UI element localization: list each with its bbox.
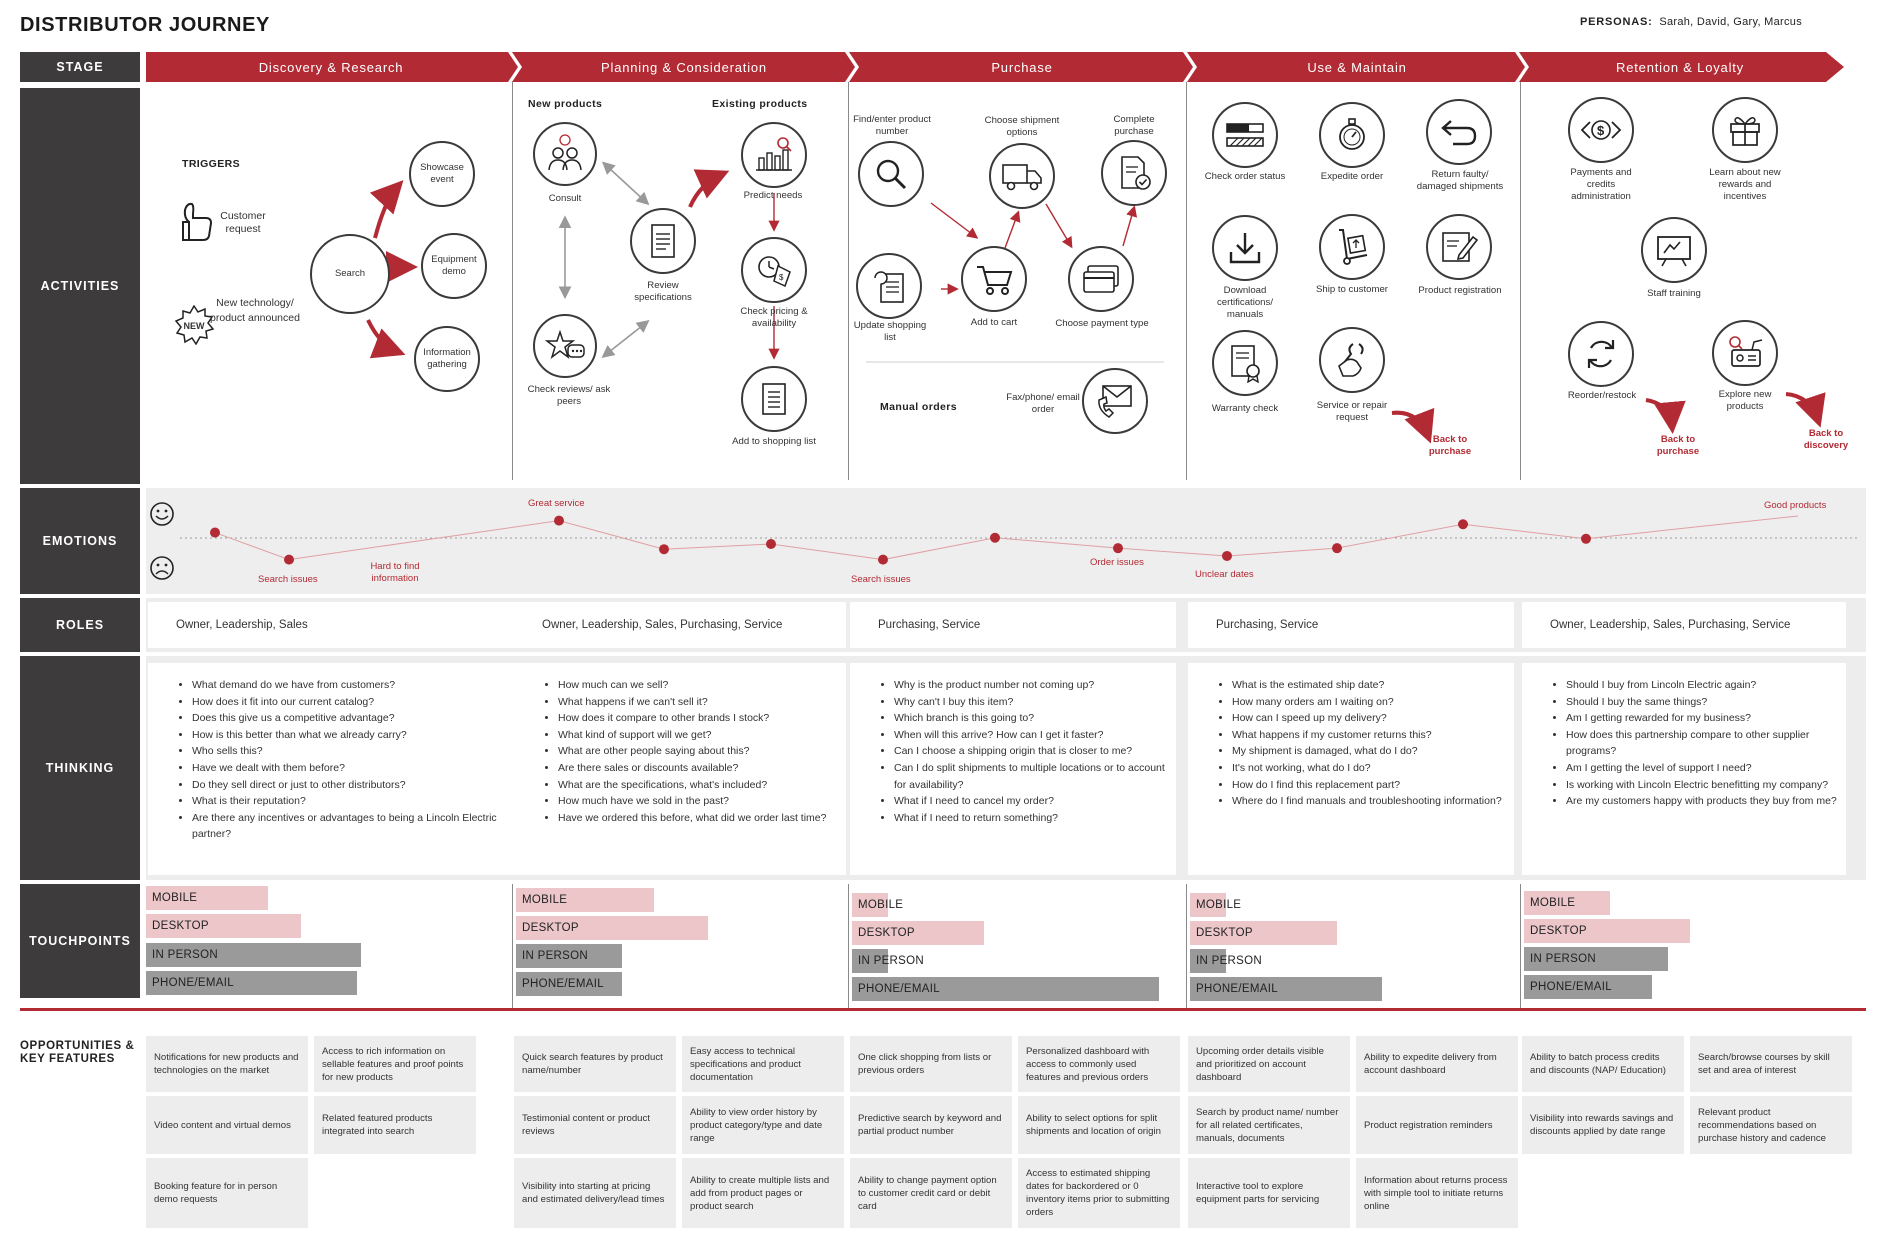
progress-bar-icon bbox=[1224, 120, 1266, 150]
opportunity-card: Testimonial content or product reviews bbox=[514, 1096, 676, 1154]
learn-rewards-activity bbox=[1712, 97, 1778, 163]
touchpoint-bar-in-person bbox=[1190, 949, 1262, 973]
credit-card-icon bbox=[1081, 263, 1121, 295]
thinking-question: • Why can't I buy this item? bbox=[894, 694, 1176, 711]
personas-names: Sarah, David, Gary, Marcus bbox=[1659, 16, 1803, 28]
touchpoint-label: DESKTOP bbox=[858, 927, 915, 939]
column-divider bbox=[1520, 884, 1521, 1008]
opportunity-card: Relevant product recommendations based on purchase history and cadence bbox=[1690, 1096, 1852, 1154]
opportunity-card: Information about returns process with simple tool to initiate returns online bbox=[1356, 1158, 1518, 1228]
emotion-point bbox=[1113, 543, 1123, 553]
thinking-question: • What if I need to cancel my order? bbox=[894, 793, 1176, 810]
touchpoint-label: PHONE/EMAIL bbox=[152, 977, 234, 989]
expedite-label: Expedite order bbox=[1320, 171, 1384, 182]
consult-activity bbox=[533, 122, 597, 186]
thinking-retention bbox=[1522, 663, 1846, 875]
opportunity-card: Visibility into rewards savings and discounts applied by date range bbox=[1522, 1096, 1684, 1154]
svg-text:$: $ bbox=[779, 273, 784, 282]
row-label-thinking: THINKING bbox=[20, 656, 140, 880]
opportunity-card: Upcoming order details visible and prioritized on account dashboard bbox=[1188, 1036, 1350, 1092]
staff-training-activity bbox=[1641, 217, 1707, 283]
machine-search-icon bbox=[1724, 334, 1766, 372]
thinking-question: • My shipment is damaged, what do I do? bbox=[1232, 743, 1514, 760]
stage-label-3: Purchase bbox=[991, 59, 1053, 75]
stage-label-4: Use & Maintain bbox=[1307, 59, 1407, 75]
check-pricing-label: Check pricing & availability bbox=[740, 306, 808, 329]
thinking-question: • Can I choose a shipping origin that is closer to me? bbox=[894, 743, 1176, 760]
touchpoint-bar-in-person bbox=[852, 949, 924, 973]
touchpoint-bar-desktop bbox=[852, 921, 984, 945]
thinking-question: • How does it fit into our current catalog? bbox=[192, 694, 538, 711]
touchpoint-label: IN PERSON bbox=[1196, 955, 1262, 967]
opportunity-card: Search by product name/ number for all related certificates, manuals, documents bbox=[1188, 1096, 1350, 1154]
opportunity-card: Easy access to technical specifications and product documentation bbox=[682, 1036, 844, 1092]
touchpoint-label: MOBILE bbox=[858, 899, 904, 911]
touchpoint-label: PHONE/EMAIL bbox=[1196, 983, 1278, 995]
equipment-demo-activity bbox=[421, 233, 487, 299]
add-to-cart-activity bbox=[961, 246, 1027, 312]
opportunities-heading: OPPORTUNITIES & KEY FEATURES bbox=[20, 1040, 135, 1065]
download-label: Download certifications/ manuals bbox=[1217, 285, 1273, 320]
learn-label: Learn about new rewards and incentives bbox=[1709, 167, 1781, 202]
row-label-emotions: EMOTIONS bbox=[20, 488, 140, 594]
check-order-label: Check order status bbox=[1204, 171, 1286, 182]
touchpoint-label: IN PERSON bbox=[522, 950, 588, 962]
hand-truck-icon bbox=[1333, 227, 1371, 267]
touchpoint-label: DESKTOP bbox=[1196, 927, 1253, 939]
column-divider bbox=[848, 884, 849, 1008]
emotion-point bbox=[554, 516, 564, 526]
thinking-question: • Which branch is this going to? bbox=[894, 710, 1176, 727]
thinking-question: • Why is the product number not coming up? bbox=[894, 677, 1176, 694]
thinking-question: • What kind of support will we get? bbox=[558, 727, 846, 744]
emotion-point bbox=[1332, 543, 1342, 553]
search-label: Search bbox=[334, 268, 366, 279]
emotion-label-good-products: Good products bbox=[1764, 500, 1827, 511]
thinking-question: • Is working with Lincoln Electric benefitting my company? bbox=[1566, 777, 1846, 794]
emotion-label-great-service: Great service bbox=[528, 498, 585, 509]
emotion-label-hard-to-find: Hard to find information bbox=[370, 561, 420, 584]
emotion-point bbox=[210, 528, 220, 538]
thinking-question: • How much have we sold in the past? bbox=[558, 793, 846, 810]
touchpoint-bar-mobile bbox=[1524, 891, 1610, 915]
fax-phone-label: Fax/phone/ email order bbox=[1006, 392, 1080, 415]
product-registration-activity bbox=[1426, 214, 1492, 280]
thinking-question: • Are my customers happy with products they buy from me? bbox=[1566, 793, 1846, 810]
touchpoint-label: IN PERSON bbox=[1530, 953, 1596, 965]
emotion-point bbox=[878, 555, 888, 565]
choose-payment-activity bbox=[1068, 246, 1134, 312]
find-product-activity bbox=[858, 141, 924, 207]
thinking-question: • What happens if my customer returns this? bbox=[1232, 727, 1514, 744]
touchpoint-label: DESKTOP bbox=[152, 920, 209, 932]
predict-needs-label: Predict needs bbox=[743, 190, 803, 201]
update-list-activity bbox=[856, 253, 922, 319]
thinking-question: • What if I need to return something? bbox=[894, 810, 1176, 827]
back-to-purchase-link-2[interactable]: Back to purchase bbox=[1656, 434, 1700, 457]
thinking-question: • When will this arrive? How can I get it faster? bbox=[894, 727, 1176, 744]
ship-to-customer-activity bbox=[1319, 214, 1385, 280]
check-order-status-activity bbox=[1212, 102, 1278, 168]
touchpoint-label: PHONE/EMAIL bbox=[522, 978, 604, 990]
gift-icon bbox=[1727, 112, 1763, 148]
touchpoint-label: MOBILE bbox=[152, 892, 198, 904]
thinking-question: • What happens if we can't sell it? bbox=[558, 694, 846, 711]
product-reg-label: Product registration bbox=[1418, 285, 1502, 296]
emotion-point bbox=[659, 544, 669, 554]
row-label-activities: ACTIVITIES bbox=[20, 88, 140, 484]
thinking-question: • How does it compare to other brands I stock? bbox=[558, 710, 846, 727]
service-label: Service or repair request bbox=[1316, 400, 1388, 423]
stage-label-5: Retention & Loyalty bbox=[1616, 59, 1744, 75]
opportunity-card: Access to rich information on sellable features and proof points for new products bbox=[314, 1036, 476, 1092]
explore-label: Explore new products bbox=[1718, 389, 1772, 412]
chart-magnifier-icon bbox=[753, 136, 795, 174]
touchpoint-label: DESKTOP bbox=[1530, 925, 1587, 937]
back-to-discovery-link[interactable]: Back to discovery bbox=[1803, 428, 1849, 451]
touchpoint-bar-desktop bbox=[146, 914, 301, 938]
expedite-order-activity bbox=[1319, 102, 1385, 168]
info-label: Information gathering bbox=[423, 347, 471, 370]
column-divider bbox=[1186, 884, 1187, 1008]
truck-icon bbox=[1000, 159, 1044, 193]
refresh-icon bbox=[1583, 336, 1619, 372]
thinking-question: • How much can we sell? bbox=[558, 677, 846, 694]
find-product-label: Find/enter product number bbox=[853, 114, 931, 137]
roles-discovery: Owner, Leadership, Sales bbox=[148, 602, 538, 648]
section-divider bbox=[20, 1008, 1866, 1011]
column-divider bbox=[512, 884, 513, 1008]
opportunity-card: Related featured products integrated into search bbox=[314, 1096, 476, 1154]
roles-retention: Owner, Leadership, Sales, Purchasing, Service bbox=[1522, 602, 1846, 648]
warranty-check-activity bbox=[1212, 330, 1278, 396]
touchpoint-bar-in-person bbox=[146, 943, 361, 967]
review-specifications-activity bbox=[630, 208, 696, 274]
add-to-cart-label: Add to cart bbox=[970, 317, 1018, 328]
thinking-question: • Where do I find manuals and troubleshooting information? bbox=[1232, 793, 1514, 810]
emotion-point bbox=[284, 555, 294, 565]
opportunity-card: Ability to create multiple lists and add from product pages or product search bbox=[682, 1158, 844, 1228]
opportunity-card: Ability to batch process credits and discounts (NAP/ Education) bbox=[1522, 1036, 1684, 1092]
roles-planning: Owner, Leadership, Sales, Purchasing, Service bbox=[514, 602, 846, 648]
choose-shipment-activity bbox=[989, 143, 1055, 209]
thinking-discovery bbox=[148, 663, 538, 875]
add-to-list-activity bbox=[741, 366, 807, 432]
return-shipments-activity bbox=[1426, 99, 1492, 165]
equipment-label: Equipment demo bbox=[431, 254, 477, 277]
warranty-label: Warranty check bbox=[1211, 403, 1279, 414]
opportunity-card: Visibility into starting at pricing and estimated delivery/lead times bbox=[514, 1158, 676, 1228]
opportunity-card: Ability to expedite delivery from account dashboard bbox=[1356, 1036, 1518, 1092]
touchpoint-label: MOBILE bbox=[1196, 899, 1242, 911]
opportunity-card: Video content and virtual demos bbox=[146, 1096, 308, 1154]
document-icon bbox=[646, 222, 680, 260]
download-manuals-activity bbox=[1212, 215, 1278, 281]
complete-purchase-activity bbox=[1101, 140, 1167, 206]
star-chat-icon bbox=[544, 329, 586, 363]
people-icon bbox=[545, 134, 585, 174]
touchpoint-bar-desktop bbox=[516, 916, 708, 940]
return-arrow-icon bbox=[1439, 115, 1479, 149]
touchpoint-label: PHONE/EMAIL bbox=[858, 983, 940, 995]
thinking-question: • Can I do split shipments to multiple locations or to account for availability? bbox=[894, 760, 1176, 793]
new-tech-label: New technology/ product announced bbox=[210, 297, 300, 324]
staff-training-label: Staff training bbox=[1647, 288, 1701, 299]
showcase-event-activity bbox=[409, 141, 475, 207]
emotion-label-search-issues: Search issues bbox=[258, 574, 318, 585]
return-label: Return faulty/ damaged shipments bbox=[1416, 169, 1504, 192]
dollar-exchange-icon bbox=[1579, 112, 1623, 148]
presentation-board-icon bbox=[1654, 233, 1694, 267]
thinking-question: • What is the estimated ship date? bbox=[1232, 677, 1514, 694]
thinking-use bbox=[1188, 663, 1514, 875]
emotion-point bbox=[766, 539, 776, 549]
existing-products-heading: Existing products bbox=[712, 98, 808, 110]
thinking-purchase bbox=[850, 663, 1176, 875]
list-icon bbox=[759, 381, 789, 417]
certificate-icon bbox=[1227, 343, 1263, 383]
opportunity-card: Predictive search by keyword and partial product number bbox=[850, 1096, 1012, 1154]
emotion-label-unclear-dates: Unclear dates bbox=[1195, 569, 1254, 580]
predict-needs-activity bbox=[741, 122, 807, 188]
opportunity-card: Booking feature for in person demo requests bbox=[146, 1158, 308, 1228]
thinking-question: • Have we ordered this before, what did we order last time? bbox=[558, 810, 846, 827]
thinking-question: • How do I find this replacement part? bbox=[1232, 777, 1514, 794]
stopwatch-icon bbox=[1332, 115, 1372, 155]
roles-use: Purchasing, Service bbox=[1188, 602, 1514, 648]
emotion-point bbox=[990, 533, 1000, 543]
thinking-question: • How can I speed up my delivery? bbox=[1232, 710, 1514, 727]
touchpoint-label: MOBILE bbox=[1530, 897, 1576, 909]
svg-text:$: $ bbox=[1597, 123, 1605, 138]
thinking-question: • Are there any incentives or advantages to being a Lincoln Electric partner? bbox=[192, 810, 538, 843]
choose-shipment-label: Choose shipment options bbox=[984, 115, 1060, 138]
reorder-label: Reorder/restock bbox=[1567, 390, 1637, 401]
showcase-label: Showcase event bbox=[420, 162, 464, 185]
manual-orders-heading: Manual orders bbox=[880, 401, 957, 413]
touchpoint-bar-phone-email bbox=[146, 971, 357, 995]
emotion-point bbox=[1458, 519, 1468, 529]
emotion-label-order-issues: Order issues bbox=[1090, 557, 1144, 568]
thinking-question: • Does this give us a competitive advantage? bbox=[192, 710, 538, 727]
opportunity-card: Quick search features by product name/number bbox=[514, 1036, 676, 1092]
search-activity bbox=[310, 234, 390, 314]
thinking-question: • What is their reputation? bbox=[192, 793, 538, 810]
thinking-question: • How does this partnership compare to other supplier programs? bbox=[1566, 727, 1846, 760]
personas-label: PERSONAS: bbox=[1580, 16, 1653, 28]
touchpoint-bar-phone-email bbox=[852, 977, 1159, 1001]
reorder-restock-activity bbox=[1568, 321, 1634, 387]
roles-purchase: Purchasing, Service bbox=[850, 602, 1176, 648]
touchpoint-bar-in-person bbox=[1524, 947, 1668, 971]
emotion-point bbox=[1581, 534, 1591, 544]
opportunity-card: Search/browse courses by skill set and area of interest bbox=[1690, 1036, 1852, 1092]
row-label-touchpoints: TOUCHPOINTS bbox=[20, 884, 140, 998]
thinking-question: • What demand do we have from customers? bbox=[192, 677, 538, 694]
thinking-question: • Am I getting rewarded for my business? bbox=[1566, 710, 1846, 727]
complete-purchase-label: Complete purchase bbox=[1113, 114, 1155, 137]
check-reviews-activity bbox=[533, 314, 597, 378]
touchpoint-bar-desktop bbox=[1190, 921, 1337, 945]
emotion-point bbox=[1222, 551, 1232, 561]
envelope-phone-icon bbox=[1095, 382, 1135, 420]
check-pricing-activity bbox=[741, 237, 807, 303]
opportunity-card: Access to estimated shipping dates for backordered or 0 inventory items prior to submitting orders bbox=[1018, 1158, 1180, 1228]
touchpoint-label: MOBILE bbox=[522, 894, 568, 906]
thinking-question: • Do they sell direct or just to other distributors? bbox=[192, 777, 538, 794]
list-refresh-icon bbox=[871, 268, 907, 304]
thinking-question: • Should I buy from Lincoln Electric again? bbox=[1566, 677, 1846, 694]
review-specs-label: Review specifications bbox=[634, 280, 692, 303]
opportunity-card: Notifications for new products and technologies on the market bbox=[146, 1036, 308, 1092]
row-label-roles: ROLES bbox=[20, 598, 140, 652]
page-title: DISTRIBUTOR JOURNEY bbox=[20, 14, 270, 36]
document-check-icon bbox=[1116, 154, 1152, 192]
opportunity-card: Interactive tool to explore equipment parts for servicing bbox=[1188, 1158, 1350, 1228]
opportunity-card: Ability to change payment option to customer credit card or debit card bbox=[850, 1158, 1012, 1228]
thinking-question: • How many orders am I waiting on? bbox=[1232, 694, 1514, 711]
ship-label: Ship to customer bbox=[1316, 284, 1388, 295]
touchpoint-bar-mobile bbox=[1190, 893, 1242, 917]
thinking-question: • Are there sales or discounts available? bbox=[558, 760, 846, 777]
thinking-question: • What are other people saying about this? bbox=[558, 743, 846, 760]
opportunity-card: Personalized dashboard with access to commonly used features and previous orders bbox=[1018, 1036, 1180, 1092]
thinking-question: • It's not working, what do I do? bbox=[1232, 760, 1514, 777]
thinking-question: • Who sells this? bbox=[192, 743, 538, 760]
touchpoint-bar-desktop bbox=[1524, 919, 1690, 943]
thinking-question: • Have we dealt with them before? bbox=[192, 760, 538, 777]
consult-label: Consult bbox=[548, 193, 582, 204]
explore-products-activity bbox=[1712, 320, 1778, 386]
triggers-heading: TRIGGERS bbox=[182, 158, 241, 170]
pencil-form-icon bbox=[1439, 228, 1479, 266]
touchpoint-bar-phone-email bbox=[516, 972, 622, 996]
wrench-hand-icon bbox=[1333, 340, 1371, 380]
update-list-label: Update shopping list bbox=[853, 320, 927, 343]
touchpoint-label: PHONE/EMAIL bbox=[1530, 981, 1612, 993]
touchpoint-bar-in-person bbox=[516, 944, 622, 968]
touchpoint-label: IN PERSON bbox=[858, 955, 924, 967]
clock-price-icon bbox=[754, 252, 794, 288]
payments-label: Payments and credits administration bbox=[1570, 167, 1632, 202]
stage-label-2: Planning & Consideration bbox=[601, 59, 767, 75]
new-products-heading: New products bbox=[528, 98, 603, 110]
emotion-label-search-issues-2: Search issues bbox=[851, 574, 911, 585]
customer-request-label: Customer request bbox=[220, 210, 266, 235]
check-reviews-label: Check reviews/ ask peers bbox=[527, 384, 611, 407]
touchpoint-label: IN PERSON bbox=[152, 949, 218, 961]
add-to-list-label: Add to shopping list bbox=[732, 436, 816, 447]
thinking-planning bbox=[514, 663, 846, 875]
magnifier-icon bbox=[873, 156, 909, 192]
opportunity-card: Ability to select options for split shipments and location of origin bbox=[1018, 1096, 1180, 1154]
opportunity-card: Ability to view order history by product category/type and date range bbox=[682, 1096, 844, 1154]
stage-label-1: Discovery & Research bbox=[258, 59, 404, 75]
cart-icon bbox=[974, 261, 1014, 297]
thinking-question: • Am I getting the level of support I need? bbox=[1566, 760, 1846, 777]
opportunity-card: One click shopping from lists or previous orders bbox=[850, 1036, 1012, 1092]
row-label-stage: STAGE bbox=[20, 52, 140, 82]
choose-payment-label: Choose payment type bbox=[1055, 318, 1149, 329]
new-badge-text: NEW bbox=[183, 321, 205, 331]
touchpoint-bar-mobile bbox=[516, 888, 654, 912]
touchpoint-bar-mobile bbox=[852, 893, 904, 917]
thinking-question: • How is this better than what we already carry? bbox=[192, 727, 538, 744]
touchpoint-bar-phone-email bbox=[1524, 975, 1652, 999]
payments-credits-activity bbox=[1568, 97, 1634, 163]
fax-phone-email-activity bbox=[1082, 368, 1148, 434]
back-to-purchase-link[interactable]: Back to purchase bbox=[1428, 434, 1472, 457]
touchpoint-label: DESKTOP bbox=[522, 922, 579, 934]
thinking-question: • What are the specifications, what's included? bbox=[558, 777, 846, 794]
service-repair-activity bbox=[1319, 327, 1385, 393]
information-gathering-activity bbox=[414, 326, 480, 392]
touchpoint-bar-phone-email bbox=[1190, 977, 1382, 1001]
opportunity-card: Product registration reminders bbox=[1356, 1096, 1518, 1154]
download-icon bbox=[1227, 230, 1263, 266]
touchpoint-bar-mobile bbox=[146, 886, 268, 910]
thinking-question: • Should I buy the same things? bbox=[1566, 694, 1846, 711]
